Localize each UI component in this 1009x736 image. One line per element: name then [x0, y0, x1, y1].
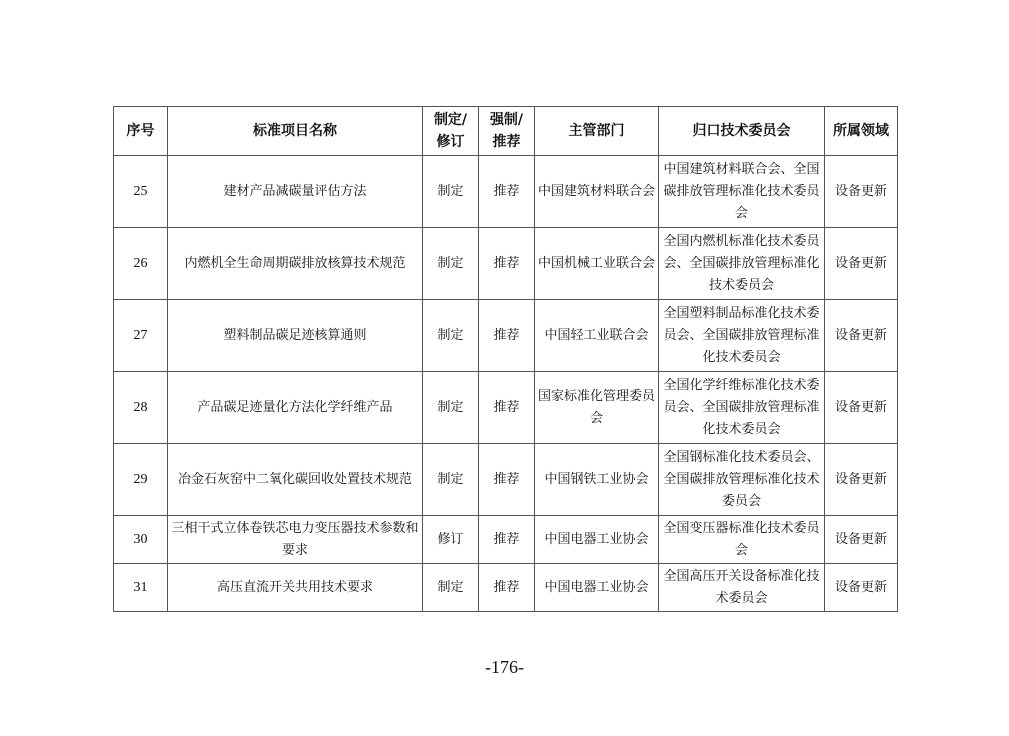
- header-name: 标准项目名称: [168, 107, 423, 156]
- cell-name: 冶金石灰窑中二氧化碳回收处置技术规范: [168, 444, 423, 516]
- cell-type: 修订: [423, 516, 479, 564]
- cell-seq: 30: [114, 516, 168, 564]
- page-number: -176-: [485, 657, 524, 677]
- cell-name: 产品碳足迹量化方法化学纤维产品: [168, 372, 423, 444]
- cell-committee: 中国建筑材料联合会、全国碳排放管理标准化技术委员会: [659, 156, 825, 228]
- table-row: [114, 444, 898, 516]
- cell-type: 制定: [423, 228, 479, 300]
- header-type-line2: 修订: [436, 134, 465, 150]
- table-row: [114, 564, 898, 612]
- cell-seq: 26: [114, 228, 168, 300]
- cell-dept: 中国建筑材料联合会: [535, 156, 659, 228]
- cell-dept: 中国电器工业协会: [535, 564, 659, 612]
- header-seq: 序号: [114, 107, 168, 156]
- cell-type: 制定: [423, 444, 479, 516]
- cell-name: 内燃机全生命周期碳排放核算技术规范: [168, 228, 423, 300]
- cell-force: 推荐: [479, 372, 535, 444]
- cell-seq: 31: [114, 564, 168, 612]
- cell-committee: 全国内燃机标准化技术委员会、全国碳排放管理标准化技术委员会: [659, 228, 825, 300]
- table-row: [114, 372, 898, 444]
- cell-force: 推荐: [479, 444, 535, 516]
- cell-force: 推荐: [479, 564, 535, 612]
- cell-type: 制定: [423, 156, 479, 228]
- header-force-line2: 推荐: [492, 134, 521, 150]
- cell-dept: 中国机械工业联合会: [535, 228, 659, 300]
- cell-field: 设备更新: [825, 156, 898, 228]
- cell-dept: 中国轻工业联合会: [535, 300, 659, 372]
- cell-dept: 中国电器工业协会: [535, 516, 659, 564]
- table-row: [114, 516, 898, 564]
- table-row: [114, 300, 898, 372]
- cell-force: 推荐: [479, 156, 535, 228]
- cell-committee: 全国高压开关设备标准化技术委员会: [659, 564, 825, 612]
- cell-force: 推荐: [479, 228, 535, 300]
- table-row: [114, 156, 898, 228]
- table-row: [114, 228, 898, 300]
- table-header-row: [114, 107, 898, 156]
- cell-committee: 全国变压器标准化技术委员会: [659, 516, 825, 564]
- header-field: 所属领域: [825, 107, 898, 156]
- standards-table: [113, 106, 898, 612]
- cell-name: 建材产品减碳量评估方法: [168, 156, 423, 228]
- header-force-line1: 强制/: [489, 112, 524, 128]
- cell-force: 推荐: [479, 300, 535, 372]
- cell-field: 设备更新: [825, 444, 898, 516]
- cell-type: 制定: [423, 300, 479, 372]
- cell-seq: 27: [114, 300, 168, 372]
- cell-field: 设备更新: [825, 228, 898, 300]
- cell-field: 设备更新: [825, 564, 898, 612]
- header-committee: 归口技术委员会: [659, 107, 825, 156]
- cell-field: 设备更新: [825, 300, 898, 372]
- cell-name: 高压直流开关共用技术要求: [168, 564, 423, 612]
- header-force: [479, 107, 535, 156]
- cell-dept: 国家标准化管理委员会: [535, 372, 659, 444]
- header-dept: 主管部门: [535, 107, 659, 156]
- cell-committee: 全国塑料制品标准化技术委员会、全国碳排放管理标准化技术委员会: [659, 300, 825, 372]
- cell-field: 设备更新: [825, 516, 898, 564]
- cell-type: 制定: [423, 372, 479, 444]
- cell-dept: 中国钢铁工业协会: [535, 444, 659, 516]
- cell-field: 设备更新: [825, 372, 898, 444]
- cell-type: 制定: [423, 564, 479, 612]
- cell-force: 推荐: [479, 516, 535, 564]
- cell-committee: 全国化学纤维标准化技术委员会、全国碳排放管理标准化技术委员会: [659, 372, 825, 444]
- cell-committee: 全国钢标准化技术委员会、全国碳排放管理标准化技术委员会: [659, 444, 825, 516]
- cell-seq: 29: [114, 444, 168, 516]
- cell-seq: 28: [114, 372, 168, 444]
- cell-name: 三相干式立体卷铁芯电力变压器技术参数和要求: [168, 516, 423, 564]
- cell-seq: 25: [114, 156, 168, 228]
- cell-name: 塑料制品碳足迹核算通则: [168, 300, 423, 372]
- header-type-line1: 制定/: [433, 112, 468, 128]
- header-type: [423, 107, 479, 156]
